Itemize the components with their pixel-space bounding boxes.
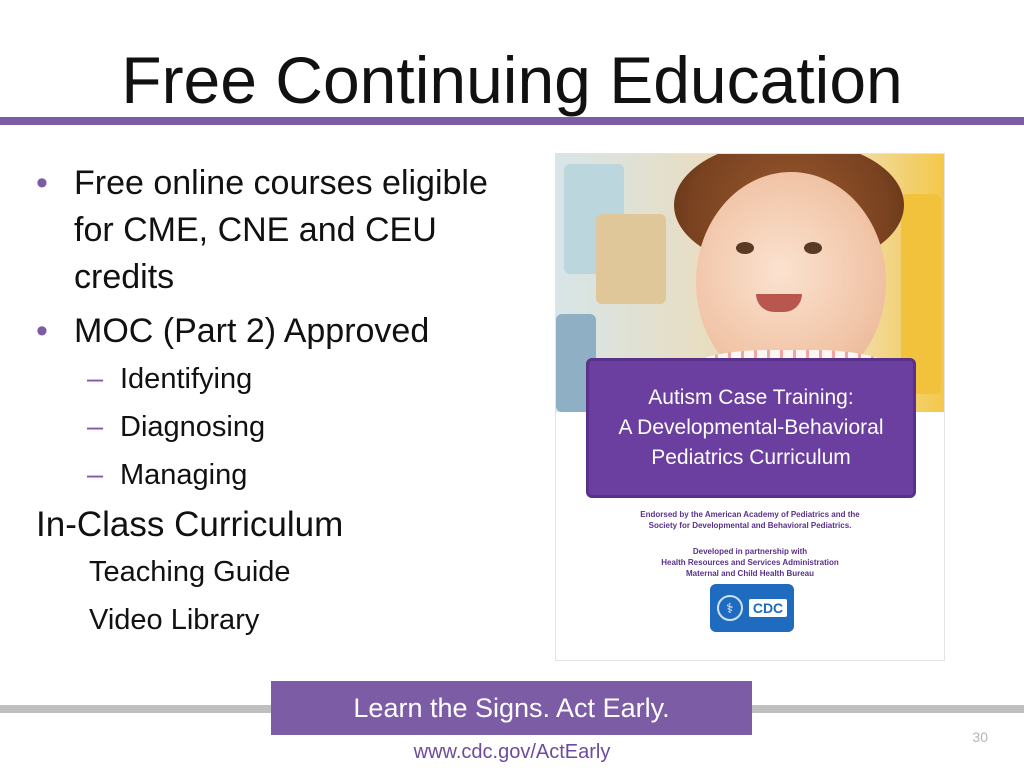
cover-title-box bbox=[586, 358, 916, 498]
dash-icon: – bbox=[87, 411, 104, 443]
dash-icon: – bbox=[87, 459, 104, 491]
bullet-dot-icon: • bbox=[36, 164, 48, 202]
bullet-text: MOC (Part 2) Approved bbox=[74, 312, 430, 350]
sub-bullet-text: Identifying bbox=[120, 363, 253, 395]
partnership-line: Developed in partnership with bbox=[692, 547, 808, 556]
footer-banner: Learn the Signs. Act Early. bbox=[271, 681, 752, 735]
cover-title-line: A Developmental-Behavioral bbox=[618, 416, 884, 439]
cover-title-line: Pediatrics Curriculum bbox=[651, 446, 851, 469]
endorsement-text bbox=[556, 509, 944, 531]
footer-url-link[interactable]: www.cdc.gov/ActEarly bbox=[413, 741, 611, 763]
bullet-text: Free online courses eligible for CME, CNE and CEU credits bbox=[74, 164, 488, 296]
cover-title-line: Autism Case Training: bbox=[648, 386, 854, 409]
endorsement-line: Endorsed by the American Academy of Pediatrics and the bbox=[640, 510, 860, 519]
sub-bullet-text: Managing bbox=[120, 459, 248, 491]
curriculum-cover-image bbox=[555, 153, 945, 661]
partnership-line: Health Resources and Services Administration bbox=[661, 558, 839, 567]
partnership-line: Maternal and Child Health Bureau bbox=[685, 569, 815, 578]
slide-content bbox=[36, 160, 526, 644]
section-heading: In-Class Curriculum bbox=[36, 505, 344, 544]
title-divider bbox=[0, 117, 1024, 125]
bullet-item bbox=[36, 160, 526, 301]
page-number: 30 bbox=[972, 729, 988, 745]
section-item: Teaching Guide bbox=[89, 556, 291, 588]
cdc-logo-text: CDC bbox=[749, 599, 787, 617]
cdc-logo bbox=[710, 584, 794, 632]
slide-title: Free Continuing Education bbox=[121, 43, 903, 117]
section-item: Video Library bbox=[89, 604, 260, 636]
sub-bullet-item bbox=[36, 451, 526, 499]
sub-bullet-item bbox=[36, 403, 526, 451]
sub-bullet-text: Diagnosing bbox=[120, 411, 266, 443]
dash-icon: – bbox=[87, 363, 104, 395]
hhs-eagle-icon: ⚕ bbox=[717, 595, 743, 621]
endorsement-line: Society for Developmental and Behavioral Pediatrics. bbox=[648, 521, 852, 530]
partnership-text bbox=[556, 546, 944, 579]
sub-bullet-item bbox=[36, 355, 526, 403]
bullet-item bbox=[36, 308, 526, 355]
bullet-dot-icon: • bbox=[36, 312, 48, 350]
